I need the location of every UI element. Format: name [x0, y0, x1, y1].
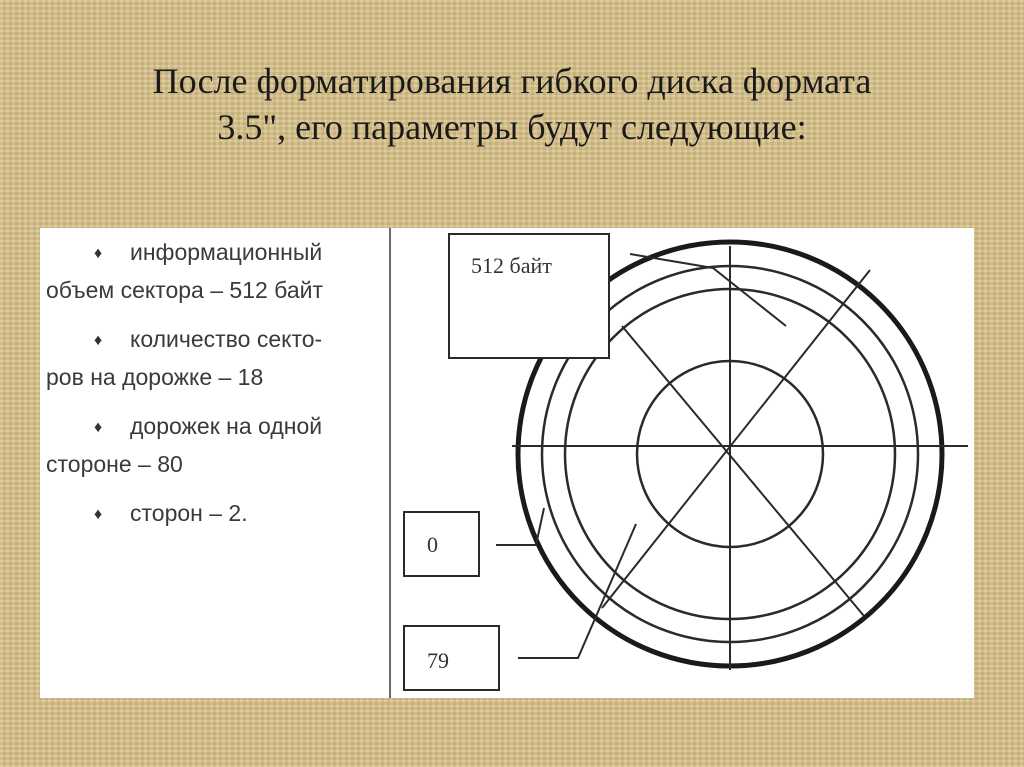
- diamond-bullet-icon: ♦: [94, 419, 103, 436]
- bullet-text-first: информационный: [130, 239, 323, 265]
- track-0-leader-line: [496, 508, 544, 545]
- title-line-2: 3.5", его параметры будут следующие:: [217, 107, 807, 147]
- sector-label: 512 байт: [471, 253, 552, 278]
- diamond-bullet-icon: ♦: [94, 506, 103, 523]
- bullet-text-rest: стороне – 80: [46, 451, 183, 477]
- sector-line-diagonal-1: [622, 326, 864, 616]
- content-panel: [40, 228, 974, 698]
- bullet-text-rest: ров на дорожке – 18: [46, 364, 264, 390]
- bullet-text-first: дорожек на одной: [130, 413, 323, 439]
- slide-title: [60, 58, 964, 150]
- diamond-bullet-icon: ♦: [94, 332, 103, 349]
- bullet-text-first: сторон – 2.: [130, 500, 248, 526]
- track-79-callout-box: [404, 626, 499, 690]
- title-line-1: После форматирования гибкого диска формата: [152, 61, 872, 101]
- track-0-label: 0: [427, 532, 438, 557]
- bullet-text-first: количество секто-: [130, 326, 323, 352]
- bullet-text-rest: объем сектора – 512 байт: [46, 277, 323, 303]
- floppy-disk-diagram: [40, 228, 974, 698]
- track-0-callout-box: [404, 512, 479, 576]
- sector-line-diagonal-2: [602, 270, 870, 608]
- track-79-label: 79: [427, 648, 449, 673]
- diamond-bullet-icon: ♦: [94, 245, 103, 262]
